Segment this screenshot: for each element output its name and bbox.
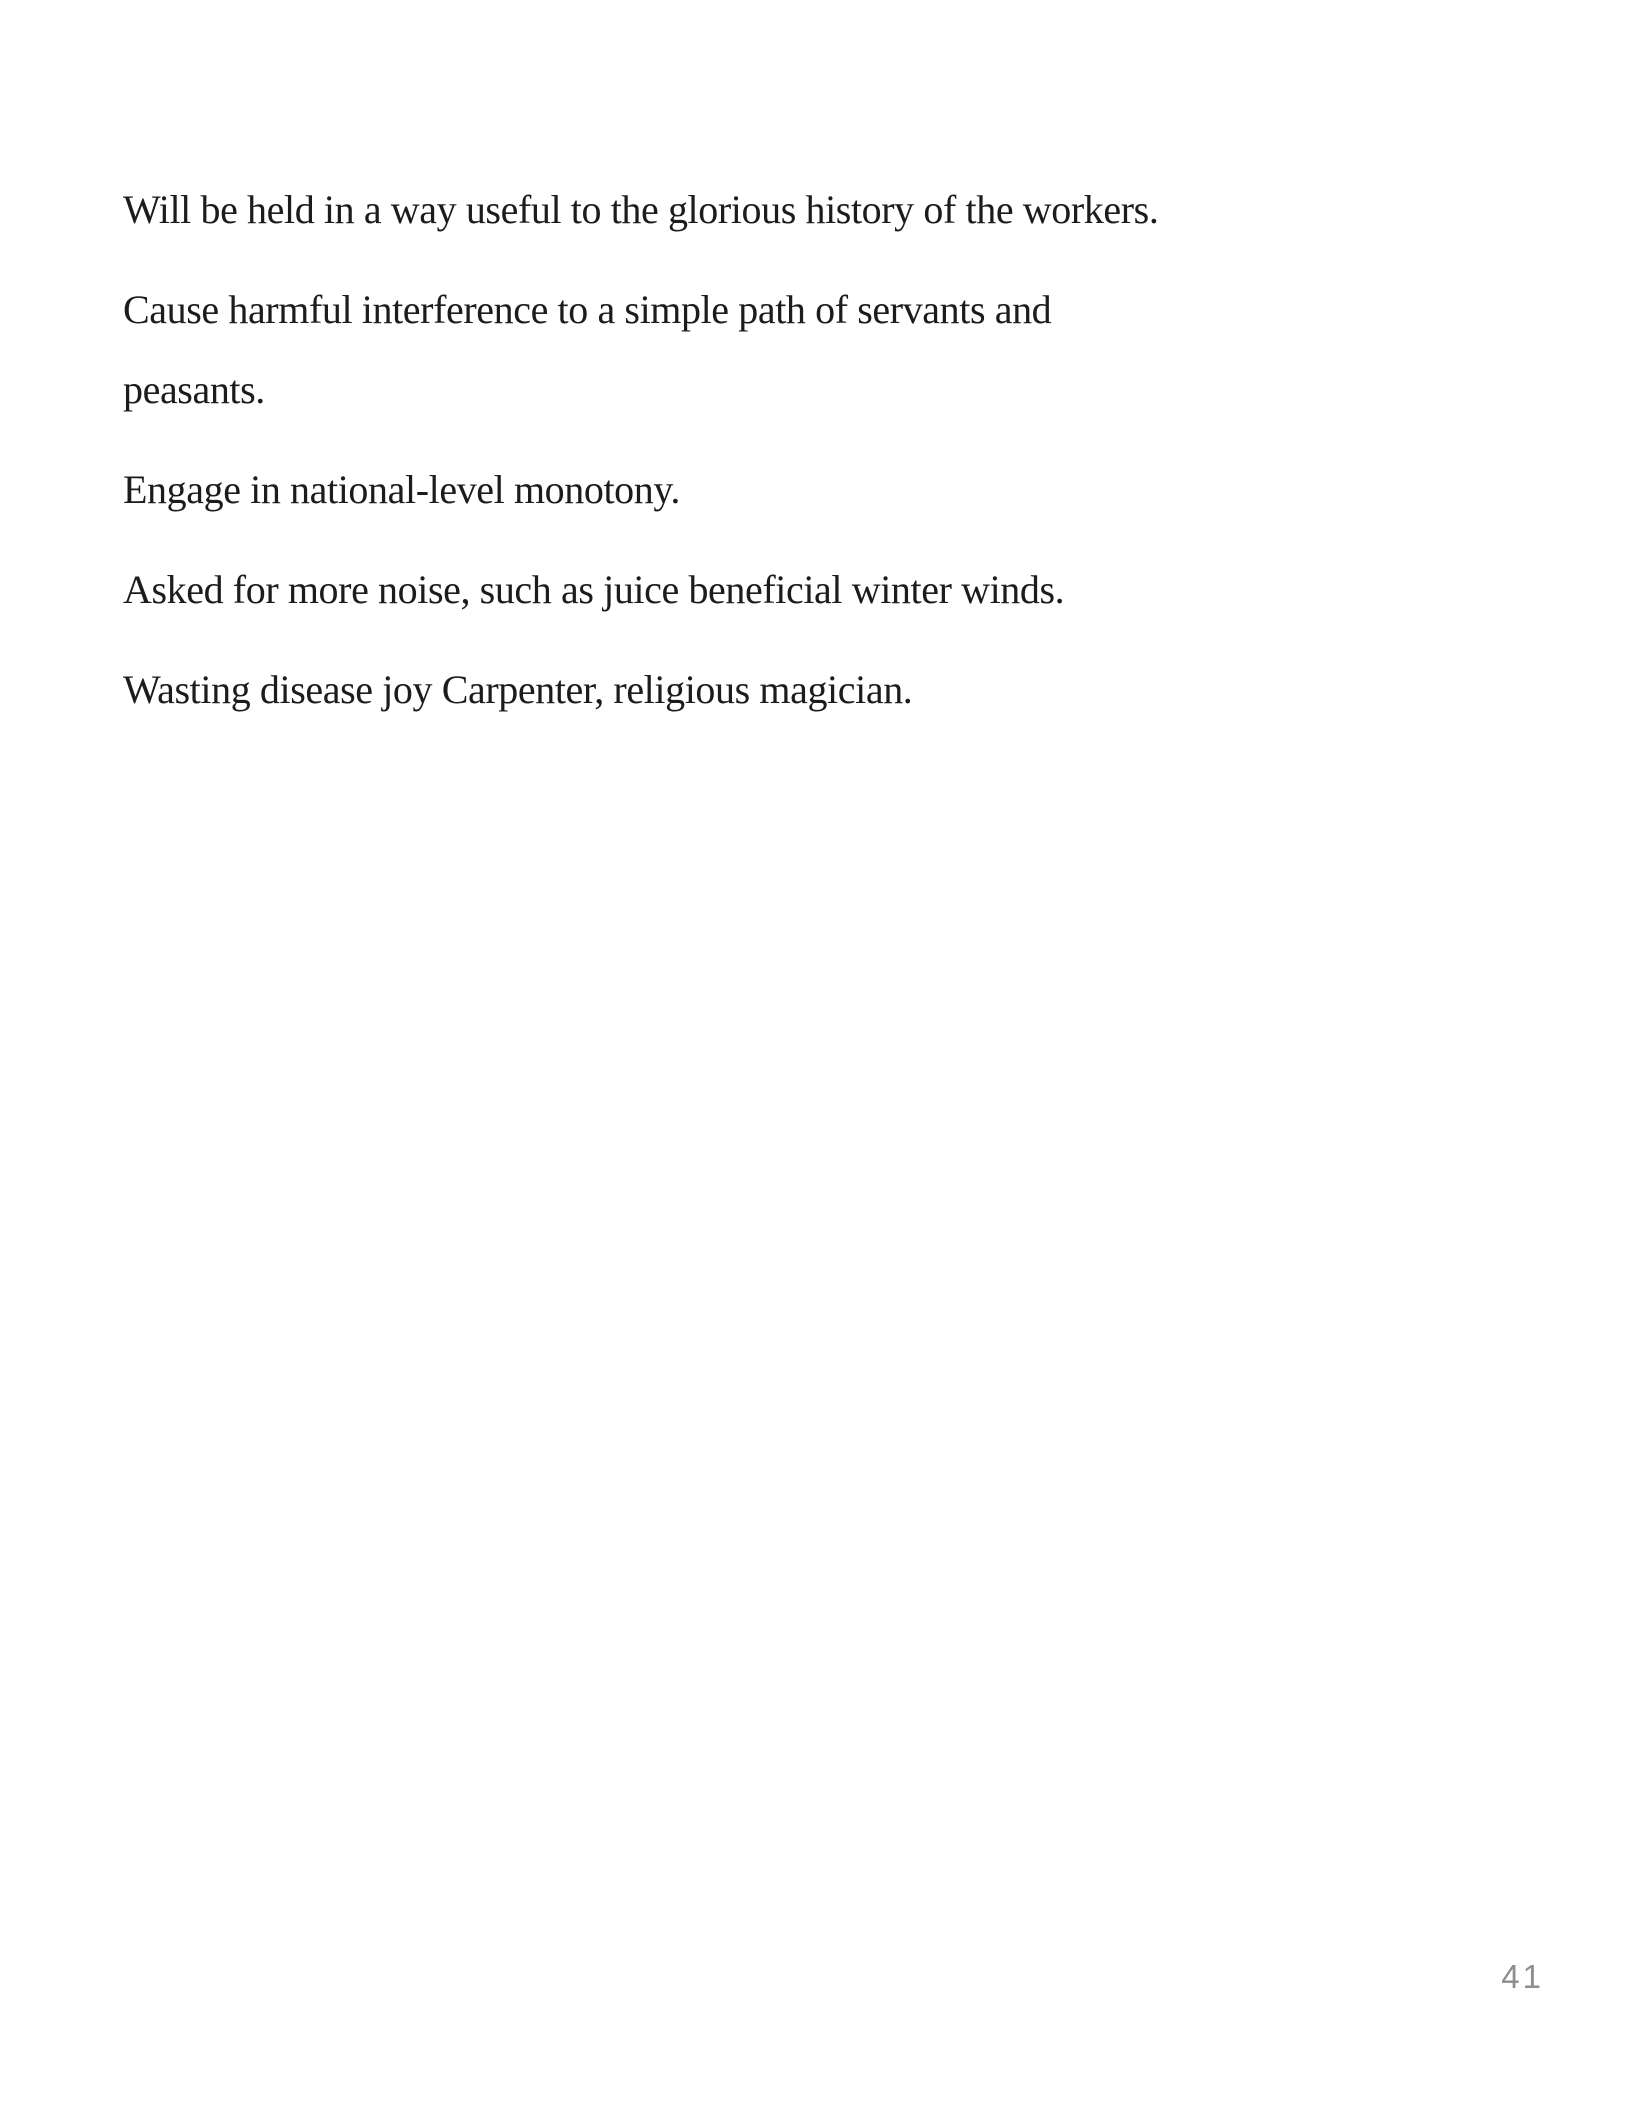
paragraph-5: Wasting disease joy Carpenter, religious magician. <box>123 667 913 712</box>
paragraph-4: Asked for more noise, such as juice beneficial winter winds. <box>123 567 1065 612</box>
paragraph-2: Cause harmful interference to a simple path of servants and peasants. <box>123 287 1052 412</box>
page-number: 41 <box>1501 1958 1544 1995</box>
text-content <box>123 170 1193 750</box>
paragraph-3: Engage in national-level monotony. <box>123 467 680 512</box>
paragraph-1: Will be held in a way useful to the glorious history of the workers. <box>123 187 1159 232</box>
